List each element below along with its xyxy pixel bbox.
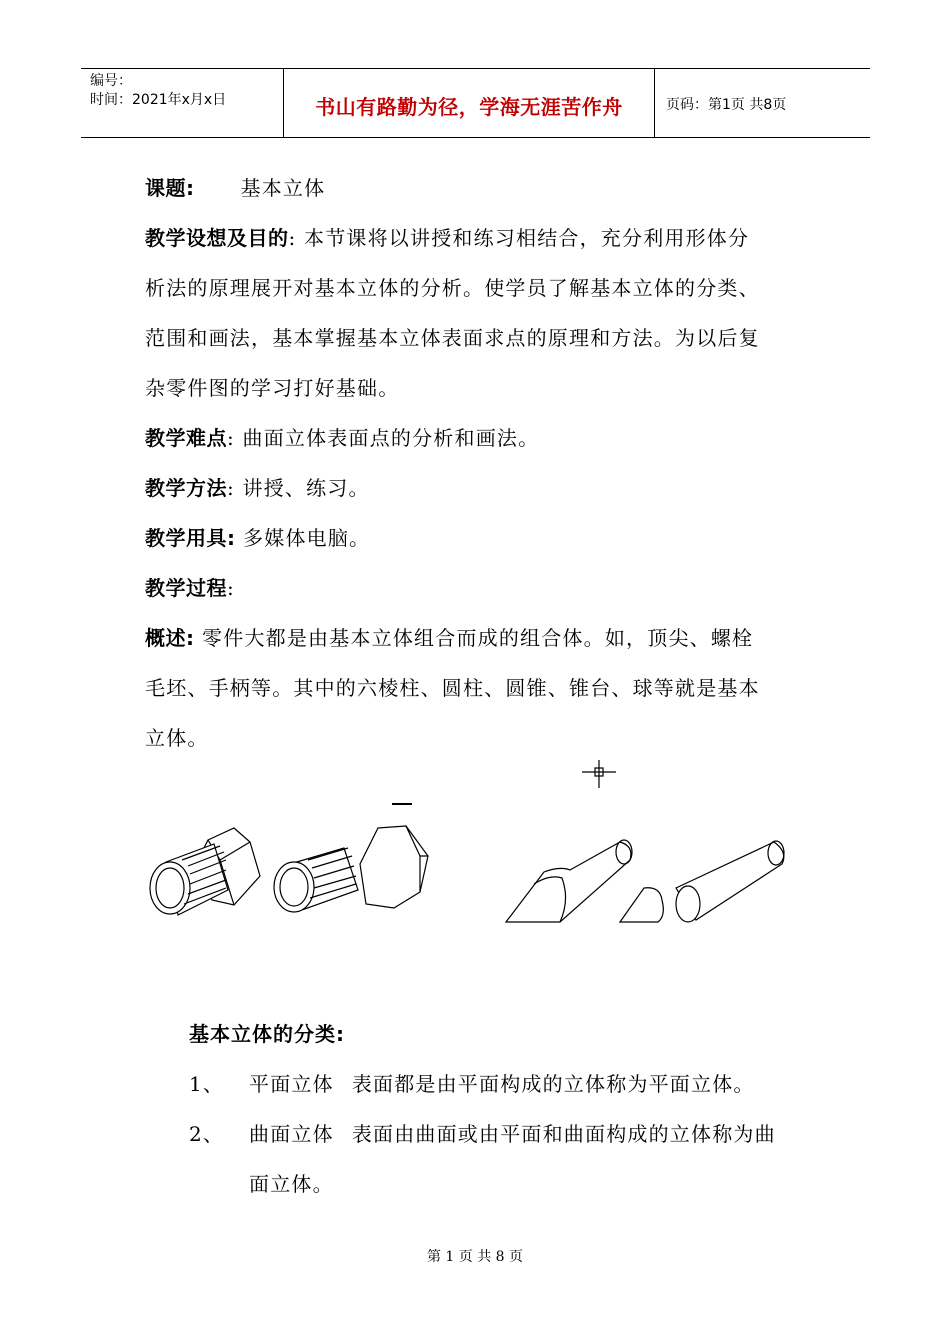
method-value: : 讲授、练习。 xyxy=(227,476,370,500)
overview-line-2: 毛坯、手柄等。其中的六棱柱、圆柱、圆锥、锥台、球等就是基本 xyxy=(145,676,760,700)
goal-line-4: 杂零件图的学习打好基础。 xyxy=(145,376,400,400)
cylinder-solid xyxy=(676,841,784,922)
class-item-1 xyxy=(189,1068,755,1097)
item-desc: 表面都是由平面构成的立体称为平面立体。 xyxy=(351,1072,755,1096)
topic-value: 基本立体 xyxy=(240,176,326,200)
process-value: : xyxy=(227,576,235,600)
overview-label: 概述: xyxy=(145,626,195,650)
tools-line xyxy=(145,522,370,551)
topic-label: 课题: xyxy=(145,176,195,200)
item-desc: 表面由曲面或由平面和曲面构成的立体称为曲 xyxy=(351,1122,776,1146)
bolt-blank-1 xyxy=(150,828,260,915)
cone-tip-solid xyxy=(620,888,663,922)
header-motto-cell xyxy=(284,69,655,137)
item-number: 1、 xyxy=(189,1072,225,1096)
goal-line-1 xyxy=(145,222,749,251)
item-name: 平面立体 xyxy=(249,1072,334,1096)
header-table xyxy=(81,68,870,138)
overview-line-3: 立体。 xyxy=(145,726,209,750)
tools-value: 多媒体电脑。 xyxy=(235,526,371,550)
motto-text: 书山有路勤为径，学海无涯苦作舟 xyxy=(315,95,623,119)
difficulty-line xyxy=(145,422,539,451)
tools-label: 教学用具: xyxy=(145,526,236,550)
method-label: 教学方法 xyxy=(145,476,227,500)
crosshair-icon xyxy=(582,760,616,788)
topic-line xyxy=(145,172,325,201)
header-meta-cell xyxy=(81,69,284,137)
difficulty-label: 教学难点 xyxy=(145,426,227,450)
class-item-2 xyxy=(189,1118,776,1147)
cone-solid xyxy=(506,840,632,922)
classification-title: 基本立体的分类: xyxy=(189,1022,345,1046)
bolt-blank-2 xyxy=(274,826,428,912)
method-line xyxy=(145,472,370,501)
time-label: 时间：2021年x月x日 xyxy=(90,92,227,108)
overview-text-1: 零件大都是由基本立体组合而成的组合体。如，顶尖、螺栓 xyxy=(194,626,754,650)
overview-line-1 xyxy=(145,622,753,651)
number-label: 编号： xyxy=(90,73,132,89)
goal-text-1: : 本节课将以讲授和练习相结合，充分利用形体分 xyxy=(288,226,750,250)
goal-label: 教学设想及目的 xyxy=(145,226,289,250)
item-name: 曲面立体 xyxy=(249,1122,334,1146)
process-line xyxy=(145,572,235,601)
difficulty-value: : 曲面立体表面点的分析和画法。 xyxy=(227,426,540,450)
page-info: 页码：第1页 共8页 xyxy=(666,97,787,113)
solids-illustration xyxy=(130,760,830,960)
goal-line-3: 范围和画法，基本掌握基本立体表面求点的原理和方法。为以后复 xyxy=(145,326,760,350)
process-label: 教学过程 xyxy=(145,576,227,600)
item-number: 2、 xyxy=(189,1122,225,1146)
page-footer: 第 1 页 共 8 页 xyxy=(426,1249,524,1265)
class-item-2-cont: 面立体。 xyxy=(249,1172,334,1196)
goal-line-2: 析法的原理展开对基本立体的分析。使学员了解基本立体的分类、 xyxy=(145,276,760,300)
